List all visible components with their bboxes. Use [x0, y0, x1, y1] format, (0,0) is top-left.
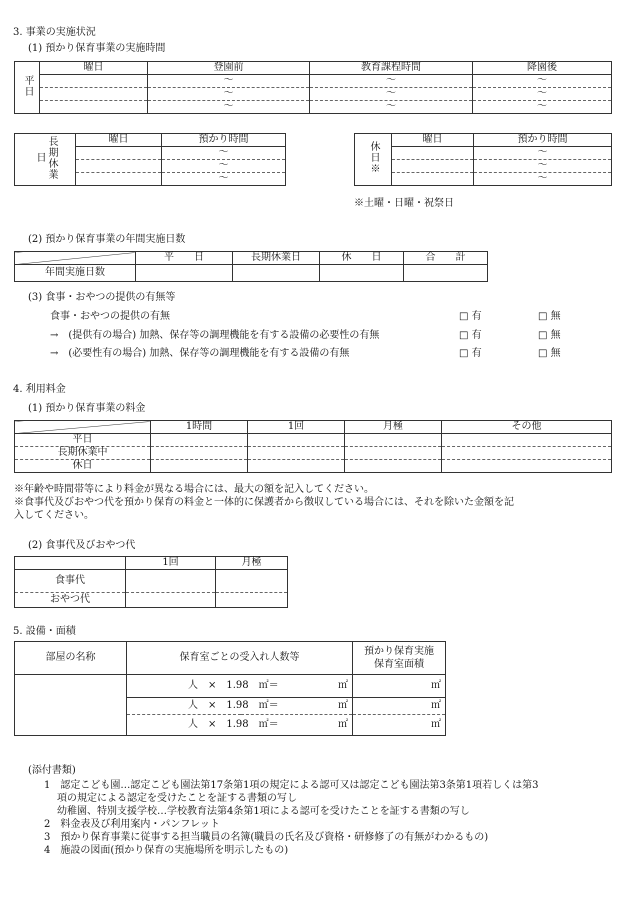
weekday-hours-table: [14, 61, 612, 114]
col-day: 曜日: [40, 62, 148, 75]
subheading-food: (3) 食事・おやつの提供の有無等: [28, 292, 176, 303]
long-holiday-hours-table: [14, 133, 286, 186]
table-row: ～ ～ ～: [15, 75, 612, 88]
food-row-1: 食事・おやつの提供の有無: [50, 311, 170, 322]
col-before: 登園前: [148, 62, 310, 75]
table-row: ～: [15, 173, 286, 186]
holiday-note: ※土曜・日曜・祝祭日: [354, 198, 454, 209]
table-row: ～: [15, 147, 286, 160]
col-hold: 預かり時間: [474, 134, 612, 147]
annual-row-label: 年間実施日数: [15, 265, 136, 282]
table-row: 食事代: [15, 570, 288, 593]
table-row: ～: [15, 160, 286, 173]
col-holiday: 休 日: [320, 252, 404, 265]
food-2-yes-checkbox[interactable]: □ 有: [459, 330, 482, 341]
table-row: 人 × 1.98 ㎡＝ ㎡ ㎡: [15, 675, 446, 698]
attachment-line: 幼稚園、特別支援学校…学校教育法第4条第1項による認可を受けたことを証する書類の写し: [57, 806, 470, 817]
attachment-line: 4 施設の図面(預かり保育の実施場所を明示したもの): [44, 845, 289, 856]
table-row: 休日: [15, 460, 612, 473]
fee-note-2a: ※食事代及びおやつ代を預かり保育の料金と一体的に保護者から徴収している場合には、それを除いた金額を記: [14, 497, 514, 508]
col-day: 曜日: [392, 134, 474, 147]
long-holiday-label: 長期休業日: [34, 135, 57, 180]
col-hours: 教育課程時間: [310, 62, 473, 75]
food-3-no-checkbox[interactable]: □ 無: [538, 348, 561, 359]
col-monthly: 月極: [345, 421, 442, 434]
col-monthly: 月極: [216, 557, 288, 570]
fee-note-2b: 入してください。: [14, 510, 94, 521]
table-row: 人 × 1.98 ㎡＝ ㎡ ㎡: [15, 698, 446, 715]
col-hold: 預かり時間: [162, 134, 286, 147]
weekday-label: 平日: [22, 74, 33, 97]
subheading-meals: (2) 食事代及びおやつ代: [28, 540, 136, 551]
table-row: ～ ～ ～: [15, 101, 612, 114]
col-area: 預かり保育実施 保育室面積: [353, 642, 446, 675]
col-weekday: 平 日: [136, 252, 233, 265]
col-long: 長期休業日: [233, 252, 320, 265]
annual-days-table: [14, 251, 488, 282]
table-row: ～: [355, 173, 612, 186]
table-row: 平日: [15, 434, 612, 447]
subheading-annual: (2) 預かり保育事業の年間実施日数: [28, 234, 186, 245]
attachments-heading: (添付書類): [28, 765, 76, 776]
col-day: 曜日: [76, 134, 162, 147]
col-after: 降園後: [473, 62, 612, 75]
meal-fee-table: [14, 556, 288, 608]
food-3-yes-checkbox[interactable]: □ 有: [459, 348, 482, 359]
food-row-3: → (必要性有の場合) 加熱、保存等の調理機能を有する設備の有無: [50, 348, 350, 359]
fee-note-1: ※年齢や時間帯等により料金が異なる場合には、最大の額を記入してください。: [14, 484, 374, 495]
food-row-2: → (提供有の場合) 加熱、保存等の調理機能を有する設備の必要性の有無: [50, 330, 380, 341]
food-1-yes-checkbox[interactable]: □ 有: [459, 311, 482, 322]
subheading-hours: (1) 預かり保育事業の実施時間: [28, 43, 166, 54]
col-total: 合 計: [404, 252, 488, 265]
facility-table: [14, 641, 446, 736]
table-row: 人 × 1.98 ㎡＝ ㎡ ㎡: [15, 715, 446, 736]
col-room: 部屋の名称: [15, 642, 127, 675]
food-2-no-checkbox[interactable]: □ 無: [538, 330, 561, 341]
section-3-heading: 3. 事業の実施状況: [13, 27, 96, 38]
table-row: ～: [355, 160, 612, 173]
table-row: ～: [355, 147, 612, 160]
holiday-label: 休日※: [368, 141, 379, 174]
table-row: ～ ～ ～: [15, 88, 612, 101]
col-capacity: 保育室ごとの受入れ人数等: [127, 642, 353, 675]
col-once: 1回: [126, 557, 216, 570]
section-5-heading: 5. 設備・面積: [13, 626, 76, 637]
section-4-heading: 4. 利用料金: [13, 384, 66, 395]
attachment-line: 1 認定こども園…認定こども園法第17条第1項の規定による認可又は認定こども園法第3条第1項若しくは第3: [44, 780, 539, 791]
attachment-line: 項の規定による認定を受けたことを証する書類の写し: [57, 793, 297, 804]
table-row: おやつ代: [15, 593, 288, 608]
attachment-line: 3 預かり保育事業に従事する担当職員の名簿(職員の氏名及び資格・研修修了の有無がわかるもの): [44, 832, 489, 843]
table-row: 長期休業中: [15, 447, 612, 460]
fee-table: [14, 420, 612, 473]
col-once: 1回: [248, 421, 345, 434]
attachment-line: 2 料金表及び利用案内・パンフレット: [44, 819, 220, 830]
col-hour: 1時間: [151, 421, 248, 434]
col-other: その他: [442, 421, 612, 434]
holiday-hours-table: [354, 133, 612, 186]
food-1-no-checkbox[interactable]: □ 無: [538, 311, 561, 322]
subheading-fees: (1) 預かり保育事業の料金: [28, 403, 146, 414]
